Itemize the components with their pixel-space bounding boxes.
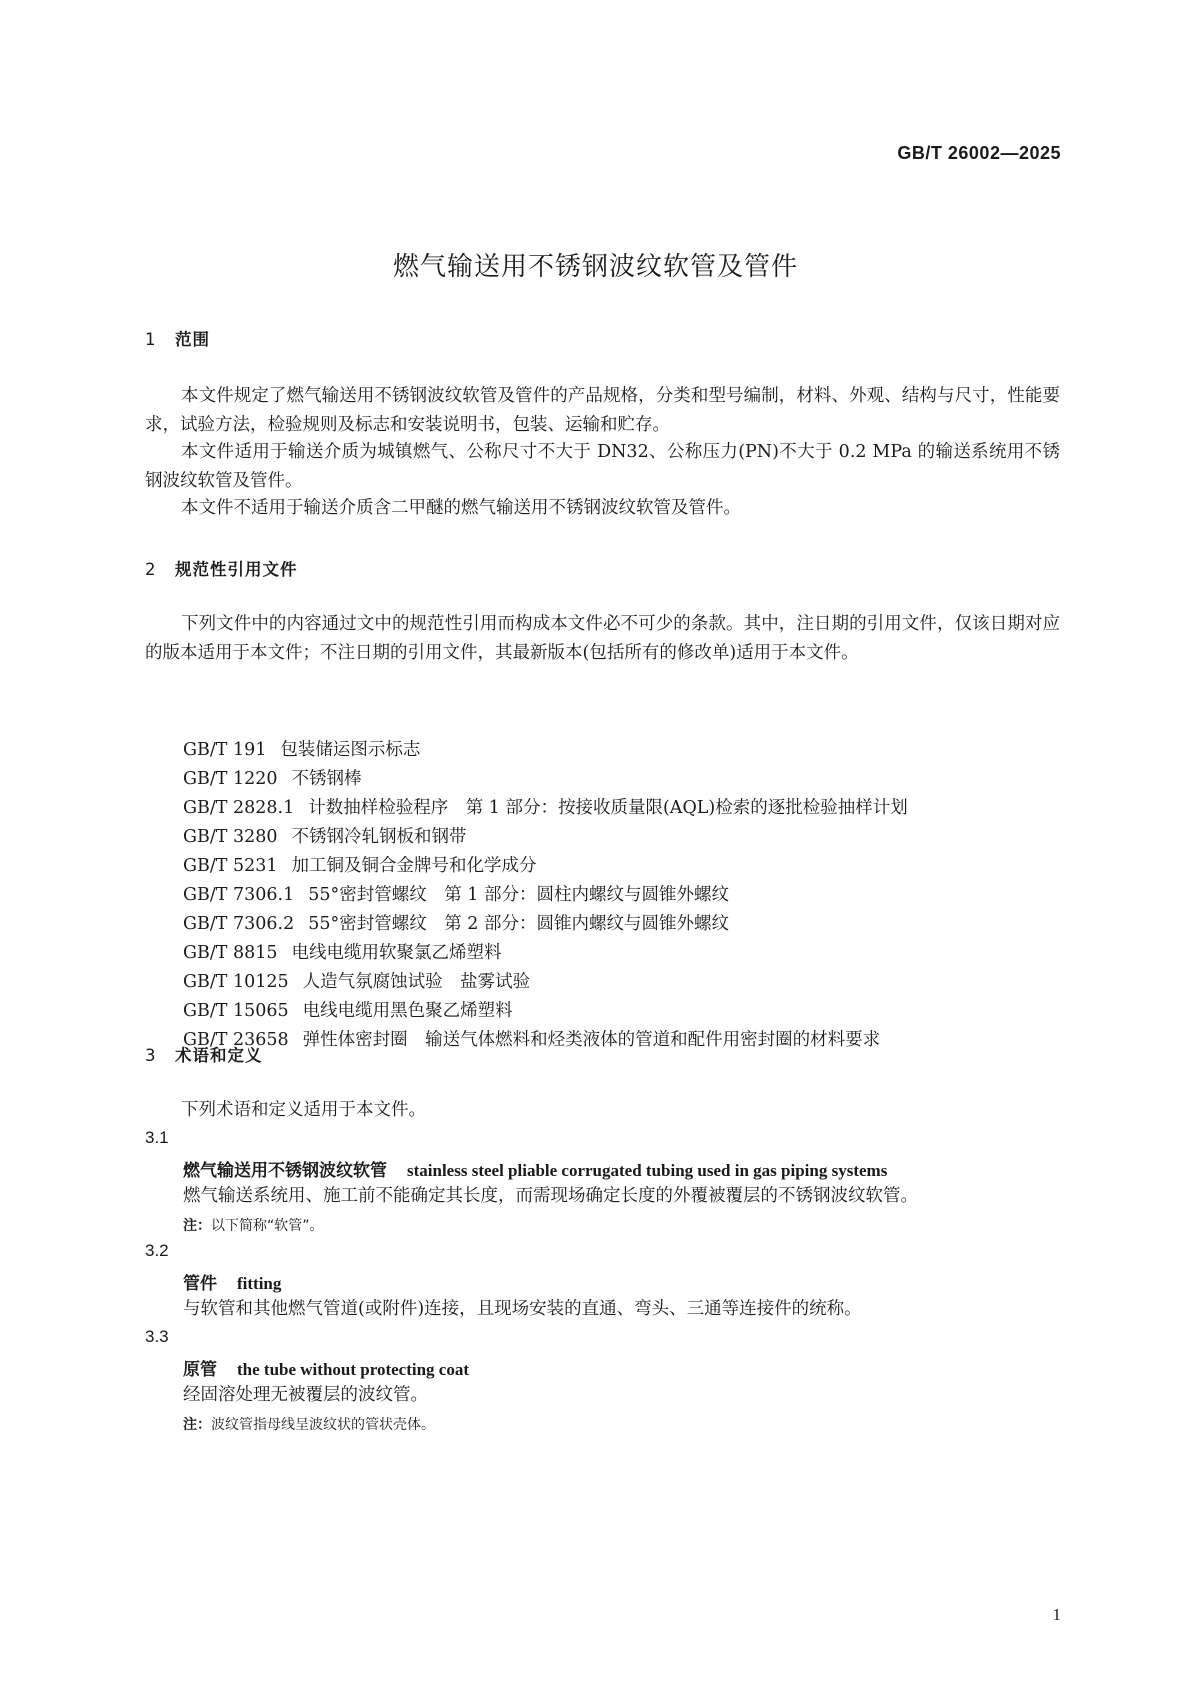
section-1-paragraph-3: 本文件不适用于输送介质含二甲醚的燃气输送用不锈钢波纹软管及管件。 — [181, 498, 741, 518]
reference-title: 计数抽样检验程序 第 1 部分：按接收质量限(AQL)检索的逐批检验抽样计划 — [308, 798, 908, 818]
section-number: 3 — [145, 1046, 157, 1065]
term-heading — [183, 1355, 469, 1380]
reference-code: GB/T 1220 — [183, 769, 278, 789]
normative-reference-list — [183, 736, 908, 1055]
reference-code: GB/T 23658 — [183, 1030, 289, 1050]
reference-item — [183, 852, 908, 881]
section-number: 2 — [145, 560, 157, 579]
section-2-heading — [145, 556, 298, 580]
reference-title: 不锈钢冷轧钢板和钢带 — [291, 827, 467, 847]
note-text: 波纹管指母线呈波纹状的管状壳体。 — [211, 1417, 435, 1433]
reference-code: GB/T 8815 — [183, 943, 278, 963]
reference-code: GB/T 2828.1 — [183, 798, 295, 818]
document-code: GB/T 26002—2025 — [897, 143, 1061, 163]
term-number: 3.3 — [145, 1327, 169, 1346]
reference-title: 包装储运图示标志 — [280, 740, 421, 760]
reference-title: 不锈钢棒 — [291, 769, 362, 789]
term-chinese: 燃气输送用不锈钢波纹软管 — [183, 1161, 387, 1181]
term-definition: 与软管和其他燃气管道(或附件)连接，且现场安装的直通、弯头、三通等连接件的统称。 — [183, 1299, 862, 1319]
reference-item — [183, 1026, 908, 1055]
reference-title: 弹性体密封圈 输送气体燃料和烃类液体的管道和配件用密封圈的材料要求 — [302, 1030, 881, 1050]
reference-code: GB/T 5231 — [183, 856, 278, 876]
note-label: 注： — [183, 1218, 211, 1234]
term-english: stainless steel pliable corrugated tubing used in gas piping systems — [407, 1161, 888, 1180]
reference-title: 电线电缆用黑色聚乙烯塑料 — [302, 1001, 513, 1021]
term-note — [183, 1414, 435, 1434]
term-definition: 燃气输送系统用、施工前不能确定其长度，而需现场确定长度的外覆被覆层的不锈钢波纹软管。 — [183, 1186, 918, 1206]
term-english: the tube without protecting coat — [237, 1360, 469, 1379]
term-number: 3.1 — [145, 1128, 169, 1147]
reference-item — [183, 881, 908, 910]
reference-code: GB/T 10125 — [183, 972, 289, 992]
term-note — [183, 1215, 324, 1235]
reference-item — [183, 736, 908, 765]
reference-item — [183, 910, 908, 939]
term-definition: 经固溶处理无被覆层的波纹管。 — [183, 1385, 428, 1405]
note-label: 注： — [183, 1417, 211, 1433]
term-chinese: 管件 — [183, 1274, 217, 1294]
section-1-paragraph-1: 本文件规定了燃气输送用不锈钢波纹软管及管件的产品规格，分类和型号编制，材料、外观、结构与尺寸，性能要求，试验方法，检验规则及标志和安装说明书，包装、运输和贮存。 — [145, 386, 1060, 435]
reference-code: GB/T 15065 — [183, 1001, 289, 1021]
section-3-heading — [145, 1042, 263, 1066]
document-title: 燃气输送用不锈钢波纹软管及管件 — [392, 252, 798, 282]
reference-title: 55°密封管螺纹 第 1 部分：圆柱内螺纹与圆锥外螺纹 — [308, 885, 729, 905]
reference-item — [183, 823, 908, 852]
reference-title: 电线电缆用软聚氯乙烯塑料 — [291, 943, 502, 963]
term-english: fitting — [237, 1274, 282, 1293]
reference-code: GB/T 3280 — [183, 827, 278, 847]
reference-item — [183, 968, 908, 997]
section-title: 规范性引用文件 — [175, 560, 298, 579]
reference-item — [183, 794, 908, 823]
section-title: 术语和定义 — [175, 1046, 263, 1065]
reference-title: 55°密封管螺纹 第 2 部分：圆锥内螺纹与圆锥外螺纹 — [308, 914, 729, 934]
section-1-paragraph-2: 本文件适用于输送介质为城镇燃气、公称尺寸不大于 DN32、公称压力(PN)不大于 0.2 MPa 的输送系统用不锈钢波纹软管及管件。 — [145, 442, 1060, 491]
term-heading — [183, 1156, 887, 1181]
reference-item — [183, 997, 908, 1026]
term-number: 3.2 — [145, 1241, 169, 1260]
reference-item — [183, 939, 908, 968]
term-chinese: 原管 — [183, 1360, 217, 1380]
reference-title: 人造气氛腐蚀试验 盐雾试验 — [302, 972, 531, 992]
reference-title: 加工铜及铜合金牌号和化学成分 — [291, 856, 537, 876]
section-3-intro: 下列术语和定义适用于本文件。 — [181, 1100, 426, 1120]
section-number: 1 — [145, 330, 157, 349]
reference-code: GB/T 7306.2 — [183, 914, 295, 934]
section-title: 范围 — [175, 330, 210, 349]
page-number: 1 — [1052, 1605, 1061, 1624]
reference-code: GB/T 191 — [183, 740, 267, 760]
section-2-intro: 下列文件中的内容通过文中的规范性引用而构成本文件必不可少的条款。其中，注日期的引用文件，仅该日期对应的版本适用于本文件；不注日期的引用文件，其最新版本(包括所有的修改单)适用于本文件。 — [145, 614, 1060, 663]
section-1-heading — [145, 326, 210, 350]
reference-code: GB/T 7306.1 — [183, 885, 295, 905]
note-text: 以下简称“软管”。 — [211, 1218, 324, 1234]
reference-item — [183, 765, 908, 794]
term-heading — [183, 1269, 281, 1294]
